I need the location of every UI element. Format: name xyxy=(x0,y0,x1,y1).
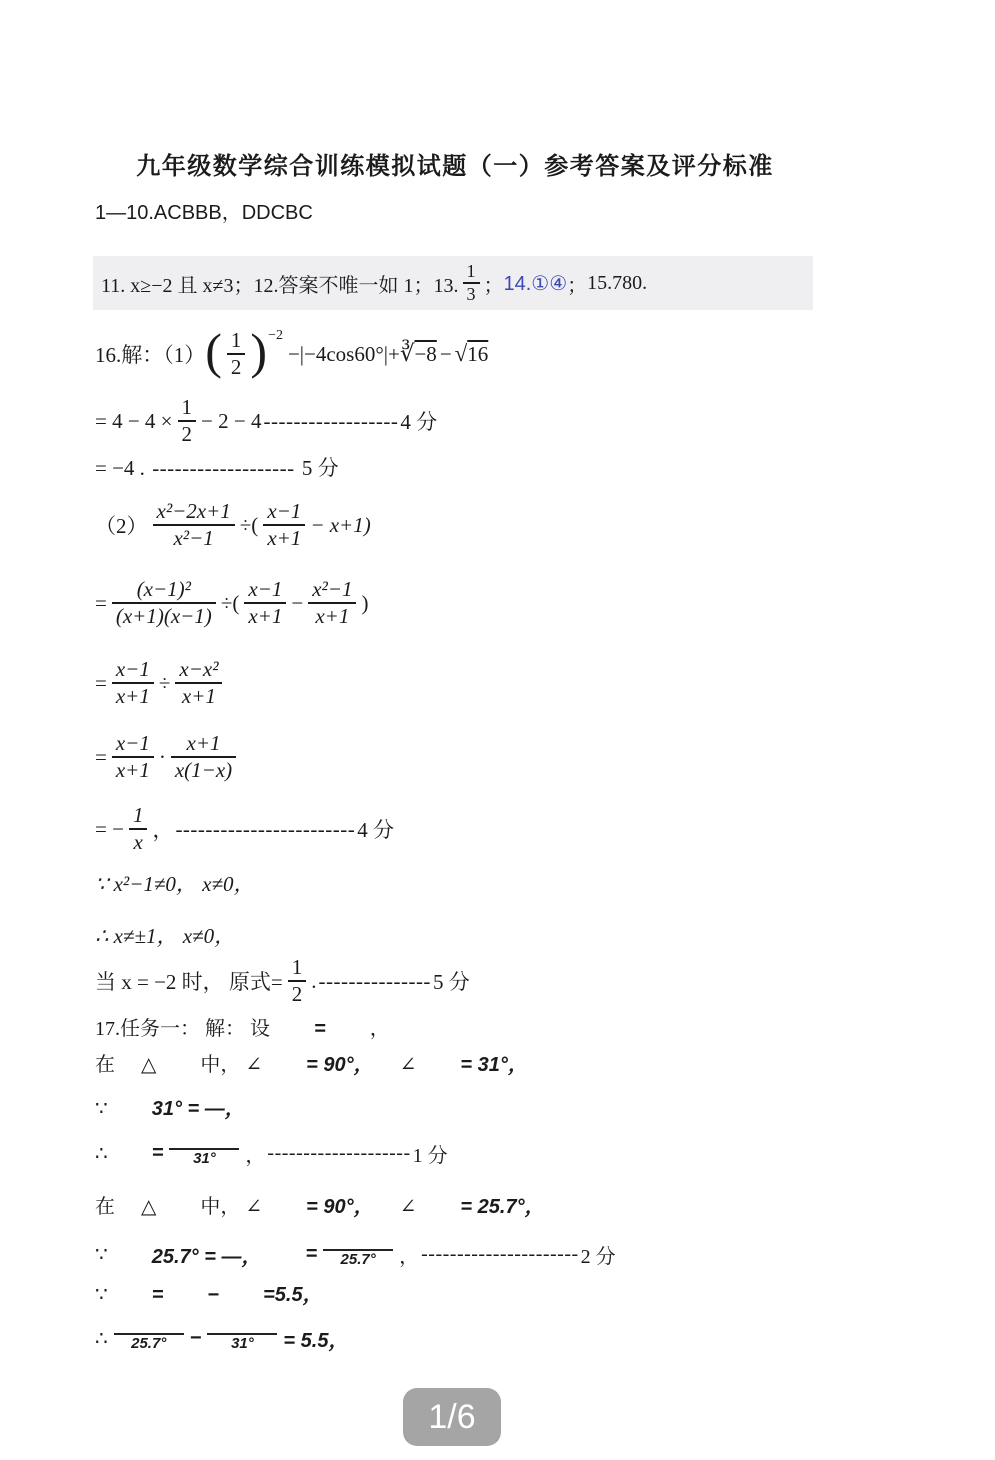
score-dashes: --------------- xyxy=(318,968,431,993)
q17-intro-line xyxy=(95,1012,390,1041)
minus-operator: − xyxy=(291,590,304,615)
text: 在 xyxy=(95,1054,115,1076)
q16-middle-terms: −|−4cos60°|+ xyxy=(287,341,400,366)
fraction-bar xyxy=(207,1322,277,1335)
q17-because-line xyxy=(95,1278,323,1307)
triangle-symbol: △ xyxy=(141,1054,157,1076)
fraction: $\frac{x-1}{x+1}$ xyxy=(112,657,154,709)
fraction: $\frac{\text{(x−1)²}}{(x+1)(x-1)}$ xyxy=(112,577,216,629)
divide-operator: ÷( xyxy=(220,590,240,615)
score-dashes: ------------------ xyxy=(263,408,399,433)
score-label: 5 分 xyxy=(301,456,339,480)
q16-final-line xyxy=(95,952,470,1010)
therefore-symbol: ∴ xyxy=(95,1142,108,1165)
q16-condition-line: ∴ x≠±1， x≠0， xyxy=(95,924,236,948)
math-text: = − xyxy=(95,816,124,841)
blank-fraction: 31° xyxy=(169,1137,239,1169)
q16-step-line xyxy=(95,570,368,636)
q17-because-line xyxy=(95,1092,245,1121)
comma: ， xyxy=(399,1245,420,1268)
math-text: = 5.5， xyxy=(283,1329,349,1352)
equals-sign: = xyxy=(95,744,107,769)
therefore-symbol: ∴ xyxy=(95,1327,108,1350)
because-symbol: ∵ xyxy=(95,1284,108,1306)
score-dashes: -------------------- xyxy=(267,1141,411,1164)
q16-part1-expression xyxy=(95,318,488,390)
q16-step-line xyxy=(95,652,227,714)
math-text: = −4 . xyxy=(95,456,145,480)
because-symbol: ∵ xyxy=(95,1243,108,1266)
page-title: 九年级数学综合训练模拟试题（一）参考答案及评分标准 xyxy=(136,154,774,180)
blank-fraction: 25.7° xyxy=(114,1322,184,1354)
document-content xyxy=(95,0,925,1460)
fraction-bar xyxy=(114,1322,184,1335)
fraction: $\frac{x-1}{x+1}$ xyxy=(244,577,286,629)
comma: ， xyxy=(369,1018,390,1040)
page-indicator-badge: 1/6 xyxy=(403,1388,501,1446)
answers-11-13-text: 11. x≥−2 且 x≠3；12.答案不唯一如 1；13. xyxy=(101,274,459,297)
multiply-dot-operator: · xyxy=(158,744,166,769)
divide-operator: ÷ xyxy=(158,670,171,695)
q16-part2-expression xyxy=(95,492,371,558)
q17-triangle-line xyxy=(95,1048,528,1077)
equals-sign: = xyxy=(151,1141,164,1164)
square-root-radicand: 16 xyxy=(467,341,489,366)
angle-value: = 90°， xyxy=(306,1054,374,1076)
answer-15-text: 15.780. xyxy=(587,271,648,294)
fraction: $\frac{\text{x²−1}}{x+1}$ xyxy=(308,577,356,629)
minus-operator: − xyxy=(189,1326,202,1349)
score-label: 2 分 xyxy=(580,1245,616,1268)
q17-therefore-line xyxy=(95,1128,448,1178)
separator: ； xyxy=(483,274,504,297)
score-label: 4 分 xyxy=(400,410,438,434)
angle-value: = 90°， xyxy=(306,1196,374,1218)
text: 中， ∠ xyxy=(200,1054,263,1076)
score-label: 4 分 xyxy=(357,818,395,842)
fraction-one-over-x: $\frac{1}{x}$ xyxy=(129,803,148,855)
math-text: = 4 − 4 × xyxy=(95,408,173,433)
angle-symbol: ∠ xyxy=(399,1196,417,1218)
answer-14-circled: 14.①④ xyxy=(503,272,568,295)
fraction-one-half: $\frac{1}{2}$ xyxy=(288,955,307,1007)
math-text: 31° = —， xyxy=(151,1098,245,1120)
score-dashes: ---------------------- xyxy=(421,1242,579,1265)
angle-symbol: ∠ xyxy=(399,1054,417,1076)
fraction-one-half: $\frac{1}{2}$ xyxy=(227,328,246,380)
answers-11-15-band xyxy=(93,256,813,310)
q16-step-line xyxy=(95,392,437,450)
score-dashes: ------------------------ xyxy=(175,816,356,841)
fraction-bar xyxy=(323,1238,393,1251)
math-text: − x+1) xyxy=(310,512,371,537)
angle-value: = 31°， xyxy=(460,1054,528,1076)
equals-sign: = xyxy=(151,1284,164,1306)
angle-value: = 25.7°， xyxy=(460,1196,545,1218)
q16-step-line xyxy=(95,800,394,858)
math-text: − 2 − 4 xyxy=(201,408,262,433)
math-text: =5.5， xyxy=(263,1284,323,1306)
fraction: $\frac{x-1}{x+1}$ xyxy=(263,499,305,551)
cube-root-radicand: −8 xyxy=(414,341,437,366)
q16-condition-line: ∵ x²−1≠0， x≠0， xyxy=(95,872,255,896)
text: 中， ∠ xyxy=(200,1196,263,1218)
comma: ， xyxy=(152,818,174,842)
minus-operator: − xyxy=(439,341,452,366)
big-paren-open: ( xyxy=(205,322,222,379)
cube-root-sign: ∛ xyxy=(399,341,415,366)
exponent: −2 xyxy=(268,328,283,343)
separator: ； xyxy=(567,274,588,297)
equals-sign: = xyxy=(95,590,107,615)
period: . xyxy=(311,968,317,993)
blank-fraction: 25.7° xyxy=(323,1238,393,1270)
fraction: $\frac{\text{x²−2x+1}}{\text{x²−1}}$ xyxy=(153,499,235,551)
comma: ， xyxy=(245,1144,266,1167)
q16-part2-label: （2） xyxy=(95,514,148,538)
fraction: $\frac{x-1}{x+1}$ xyxy=(112,731,154,783)
score-label: 1 分 xyxy=(412,1144,448,1167)
equals-sign: = xyxy=(95,670,107,695)
q16-label: 16.解：（1） xyxy=(95,343,206,367)
q16-step-line xyxy=(95,726,241,788)
math-text: 25.7° = —， xyxy=(151,1245,262,1268)
equals-sign: = xyxy=(305,1242,318,1265)
q17-label: 17.任务一： 解： 设 xyxy=(95,1018,270,1040)
answers-1-10-line: 1—10.ACBBB，DDCBC xyxy=(95,202,313,224)
blank-fraction: 31° xyxy=(207,1322,277,1354)
q17-conclusion-line xyxy=(95,1312,348,1364)
equals-sign: = xyxy=(314,1018,326,1040)
square-root-sign: √ xyxy=(454,341,468,366)
big-paren-close: ) xyxy=(250,322,268,379)
q17-triangle-line xyxy=(95,1190,545,1219)
fraction-one-third: $\frac{1}{3}$ xyxy=(463,261,480,304)
fraction-bar xyxy=(169,1137,239,1150)
q16-step-line xyxy=(95,452,339,482)
math-text: 当 x = −2 时， 原式= xyxy=(95,970,283,994)
text: 在 xyxy=(95,1196,115,1218)
q17-because-line xyxy=(95,1228,616,1280)
score-dashes: ------------------- xyxy=(152,456,295,480)
triangle-symbol: △ xyxy=(141,1196,157,1218)
divide-operator: ÷( xyxy=(239,512,259,537)
fraction: $\frac{\text{x−x²}}{x+1}$ xyxy=(175,657,222,709)
fraction: $\frac{x+1}{x(1-x)}$ xyxy=(171,731,236,783)
paren-close: ) xyxy=(361,590,369,615)
minus-operator: − xyxy=(207,1284,220,1306)
score-label: 5 分 xyxy=(432,970,470,994)
fraction-one-half: $\frac{1}{2}$ xyxy=(178,395,197,447)
because-symbol: ∵ xyxy=(95,1098,108,1120)
